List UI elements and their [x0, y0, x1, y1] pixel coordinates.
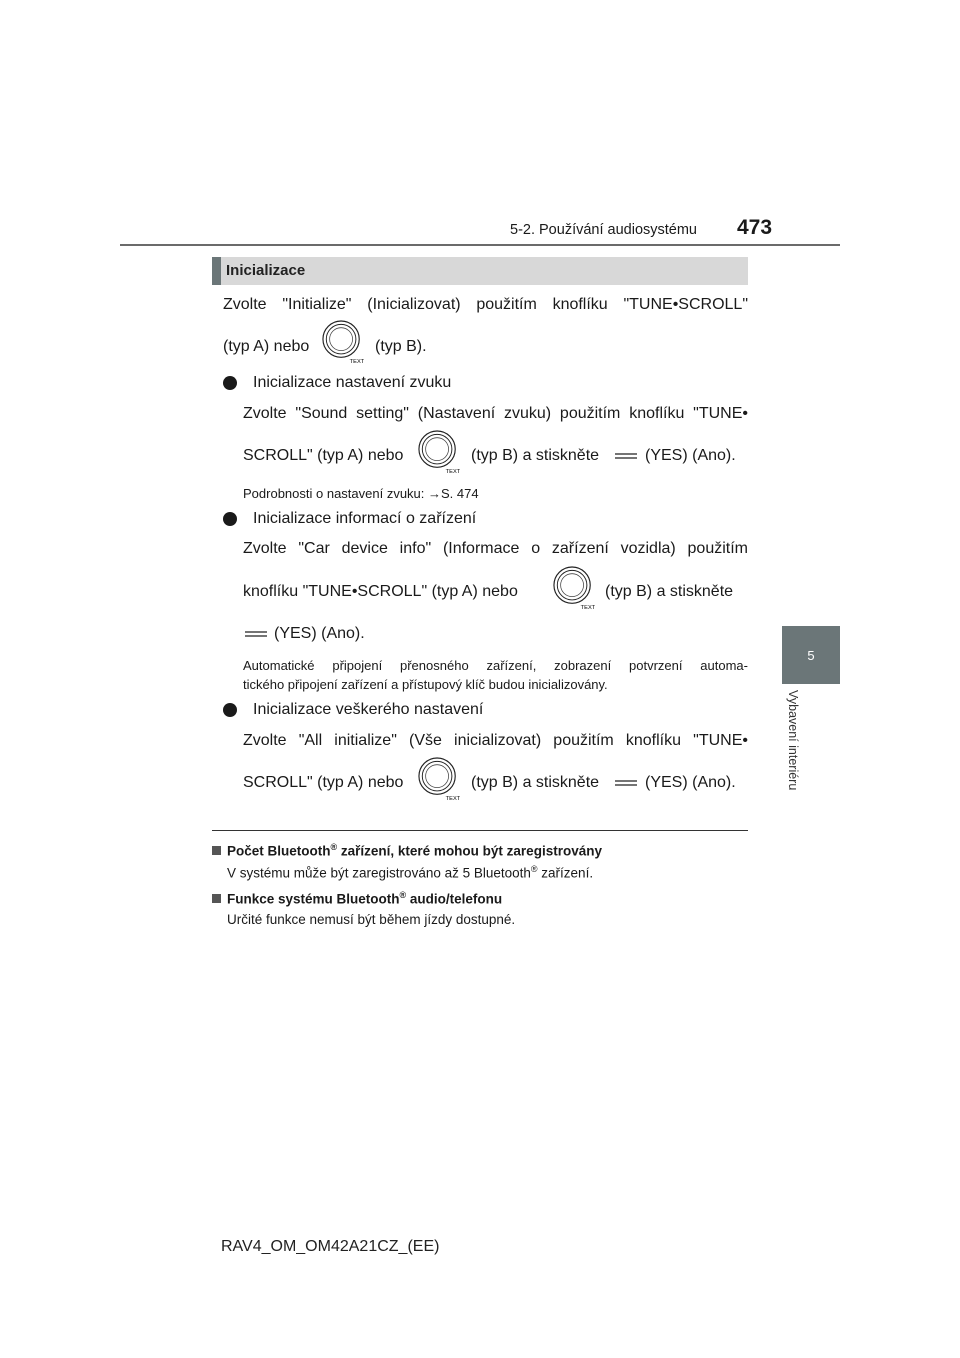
item-line: (typ B) a stiskněte — [471, 774, 600, 791]
yes-button-icon — [613, 776, 639, 790]
item-title: Inicializace informací o zařízení — [253, 510, 477, 527]
item-line: Zvolte "Car device info" (Informace o zařízení vozidla) použitím — [243, 540, 748, 557]
note-body: Určité funkce nemusí být během jízdy dostupné. — [227, 912, 516, 927]
chapter-title — [778, 690, 810, 820]
intro-line-2b: (typ B). — [375, 338, 427, 355]
section-box-title — [212, 257, 748, 285]
registered-mark: ® — [330, 842, 338, 852]
knob-label: TEXT — [445, 796, 460, 801]
knob-label: TEXT — [349, 359, 364, 364]
chapter-title-text: Vybavení interiéru — [786, 690, 800, 791]
item-note: Podrobnosti o nastavení zvuku: →S. 474 — [243, 486, 479, 501]
registered-mark: ® — [399, 890, 407, 900]
item-line: Zvolte "All initialize" (Vše inicializovat) použitím knoflíku "TUNE• — [243, 732, 748, 749]
item-note: tického připojení zařízení a přístupový klíč budou inicializovány. — [243, 677, 608, 692]
chapter-number: 5 — [807, 647, 815, 663]
square-bullet-icon — [212, 846, 221, 855]
yes-button-icon — [613, 449, 639, 463]
bullet-dot — [223, 703, 237, 717]
note-heading-text: Počet Bluetooth — [227, 843, 331, 859]
notes-separator — [212, 830, 748, 831]
tune-knob-icon — [418, 757, 460, 801]
header-rule — [120, 244, 840, 246]
item-line: SCROLL" (typ A) nebo — [243, 774, 404, 791]
tune-knob-icon — [553, 566, 595, 610]
note-body-text: V systému může být zaregistrováno až 5 Bluetooth — [227, 865, 531, 881]
item-line: Zvolte "Sound setting" (Nastavení zvuku) použitím knoflíku "TUNE• — [243, 405, 748, 422]
intro-line-1: Zvolte "Initialize" (Inicializovat) použitím knoflíku "TUNE•SCROLL" — [223, 296, 748, 313]
bullet-dot — [223, 512, 237, 526]
tune-knob-icon — [322, 320, 364, 364]
section-title: 5-2. Používání audiosystému — [510, 222, 697, 238]
item-line: (typ B) a stiskněte — [605, 583, 734, 600]
item-line: SCROLL" (typ A) nebo — [243, 447, 404, 464]
item-title: Inicializace veškerého nastavení — [253, 701, 484, 718]
note-heading-text: Funkce systému Bluetooth — [227, 891, 400, 907]
page-number: 473 — [737, 216, 773, 239]
item-line: knoflíku "TUNE•SCROLL" (typ A) nebo — [243, 583, 518, 600]
item-line: (typ B) a stiskněte — [471, 447, 600, 464]
note-heading — [212, 842, 602, 859]
item-title: Inicializace nastavení zvuku — [253, 374, 452, 391]
item-line: (YES) (Ano). — [645, 447, 736, 464]
bullet-dot — [223, 376, 237, 390]
square-bullet-icon — [212, 894, 221, 903]
item-note: Automatické připojení přenosného zařízení, zobrazení potvrzení automa- — [243, 658, 748, 673]
knob-label: TEXT — [580, 605, 595, 610]
knob-label: TEXT — [445, 469, 460, 474]
document-code: RAV4_OM_OM42A21CZ_(EE) — [221, 1238, 440, 1255]
item-line: (YES) (Ano). — [274, 625, 365, 642]
note-heading-text: audio/telefonu — [406, 891, 503, 907]
tune-knob-icon — [418, 430, 460, 474]
note-heading-text: zařízení, které mohou být zaregistrovány — [337, 843, 602, 859]
yes-button-icon — [243, 627, 269, 641]
note-heading — [212, 890, 502, 907]
note-body — [227, 864, 593, 881]
title-accent-bar — [212, 257, 221, 285]
registered-mark: ® — [530, 864, 538, 874]
chapter-tab — [782, 626, 840, 684]
box-title-label: Inicializace — [226, 262, 306, 279]
note-body-text: zařízení. — [537, 865, 594, 881]
intro-line-2a: (typ A) nebo — [223, 338, 310, 355]
item-line: (YES) (Ano). — [645, 774, 736, 791]
